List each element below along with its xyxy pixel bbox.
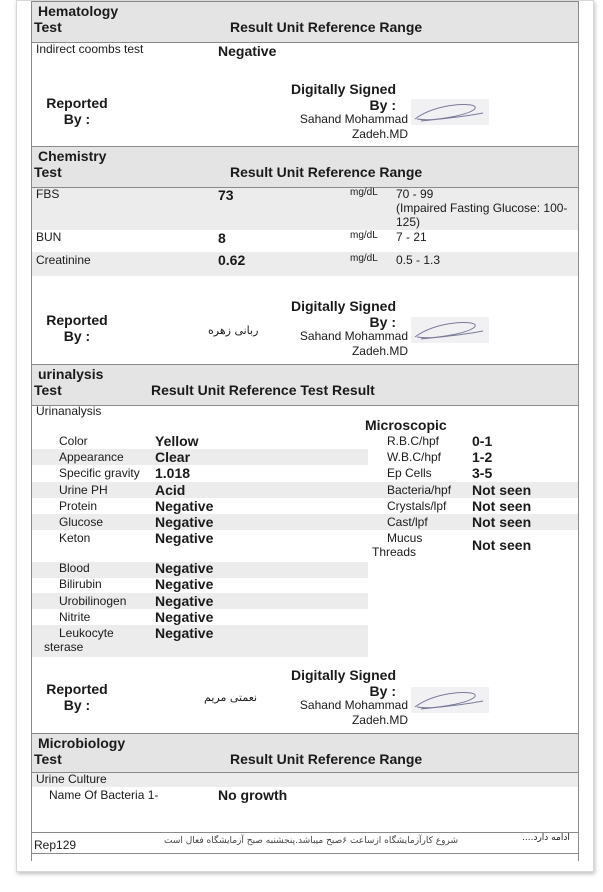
- column-result-unit-range: Result Unit Reference Range: [230, 751, 423, 767]
- urinalysis-label: Color: [59, 434, 88, 448]
- urinalysis-label: Keton: [59, 531, 91, 545]
- row-shade: [32, 773, 578, 787]
- microscopic-value: 0-1: [472, 433, 493, 449]
- microscopic-label: R.B.C/hpf: [387, 434, 440, 448]
- microscopic-value: 3-5: [472, 465, 493, 481]
- test-name: Indirect coombs test: [36, 42, 144, 56]
- test-result: Negative: [218, 43, 277, 59]
- urinalysis-value: Negative: [155, 593, 214, 609]
- urinalysis-value: Negative: [155, 625, 214, 641]
- reference-range: 7 - 21: [396, 230, 427, 244]
- urinalysis-value: Clear: [155, 449, 191, 465]
- reported-by-label: Reported By :: [46, 95, 108, 127]
- microbiology-header: [32, 733, 578, 773]
- urinalysis-label: Glucose: [59, 515, 104, 529]
- test-unit: mg/dL: [350, 187, 378, 198]
- microscopic-label: W.B.C/hpf: [387, 450, 442, 464]
- microscopic-label: Ep Cells: [387, 466, 432, 480]
- test-result: 73: [218, 187, 234, 203]
- urinalysis-label: Specific gravity: [59, 466, 140, 480]
- digitally-signed-label: Digitally Signed By :: [290, 667, 396, 699]
- footer-divider: [32, 832, 578, 833]
- chemistry-header: [32, 146, 578, 188]
- reference-range: 0.5 - 1.3: [396, 253, 441, 267]
- test-name: FBS: [36, 187, 60, 201]
- section-title: urinalysis: [38, 366, 104, 382]
- column-test: Test: [34, 751, 62, 767]
- test-name: Creatinine: [36, 253, 91, 267]
- urinalysis-value: Negative: [155, 530, 214, 546]
- reporter-name: نعمتی مریم: [204, 691, 258, 704]
- section-title: Microbiology: [38, 735, 126, 751]
- urinalysis-value: Negative: [155, 576, 214, 592]
- urinalysis-value: 1.018: [155, 465, 191, 481]
- digitally-signed-label: Digitally Signed By :: [290, 81, 396, 113]
- column-test: Test: [34, 19, 62, 35]
- column-result-unit-range: Result Unit Reference Range: [230, 164, 423, 180]
- urinalysis-header: [32, 364, 578, 406]
- urinalysis-value: Negative: [155, 498, 214, 514]
- urinalysis-value: Acid: [155, 482, 186, 498]
- hematology-header: [32, 1, 578, 43]
- signer-name: Sahand Mohammad Zadeh.MD: [299, 329, 408, 358]
- urinalysis-label: Nitrite: [59, 610, 91, 624]
- footer-bottom-line: [32, 853, 578, 854]
- reporter-name: ربانی زهره: [208, 324, 259, 337]
- microscopic-title: Microscopic: [365, 417, 447, 433]
- reference-range: 70 - 99 (Impaired Fasting Glucose: 100- 125): [396, 187, 568, 229]
- column-test: Test: [34, 164, 62, 180]
- urinalysis-label: Blood: [59, 561, 90, 575]
- test-result: 8: [218, 230, 226, 246]
- microscopic-label: Crystals/lpf: [387, 499, 447, 513]
- microscopic-label: Bacteria/hpf: [387, 483, 452, 497]
- lab-notice: شروع کارآزمایشگاه ازساعت ۶صبح میباشد.پنجشنبه صبح آزمایشگاه فعال است: [164, 836, 458, 846]
- signer-name: Sahand Mohammad Zadeh.MD: [299, 112, 408, 141]
- signature-image: [411, 317, 489, 343]
- test-name: Name Of Bacteria 1-: [49, 788, 159, 802]
- group-label: Urinanalysis: [36, 404, 102, 418]
- section-title: Chemistry: [38, 148, 107, 164]
- signature-image: [411, 687, 489, 713]
- microscopic-value: 1-2: [472, 449, 493, 465]
- microscopic-label: Cast/lpf: [387, 515, 428, 529]
- reported-by-label: Reported By :: [46, 312, 108, 344]
- urinalysis-label: Urine PH: [59, 483, 108, 497]
- microscopic-value: Not seen: [472, 482, 532, 498]
- urinalysis-label: Bilirubin: [59, 577, 102, 591]
- urinalysis-label: Appearance: [59, 450, 124, 464]
- microscopic-value: Not seen: [472, 514, 532, 530]
- urinalysis-value: Negative: [155, 609, 214, 625]
- column-test: Test: [34, 382, 62, 398]
- microscopic-value: Not seen: [472, 537, 532, 553]
- reported-by-label: Reported By :: [46, 681, 108, 713]
- column-result-unit-ref-test-result: Result Unit Reference Test Result: [151, 382, 375, 398]
- microscopic-label: Mucus Threads: [372, 531, 423, 559]
- test-result: 0.62: [218, 252, 246, 268]
- report-code: Rep129: [34, 838, 77, 852]
- urinalysis-label: Protein: [59, 499, 98, 513]
- test-unit: mg/dL: [350, 230, 378, 241]
- group-label: Urine Culture: [36, 772, 107, 786]
- column-result-unit-range: Result Unit Reference Range: [230, 19, 423, 35]
- row-shade: [32, 252, 578, 276]
- microscopic-value: Not seen: [472, 498, 532, 514]
- urinalysis-value: Negative: [155, 514, 214, 530]
- urinalysis-value: Negative: [155, 560, 214, 576]
- test-result: No growth: [218, 787, 288, 803]
- signer-name: Sahand Mohammad Zadeh.MD: [299, 698, 408, 727]
- urinalysis-value: Yellow: [155, 433, 199, 449]
- urinalysis-label: Leukocyte sterase: [44, 626, 114, 654]
- report-content: [31, 1, 579, 861]
- urinalysis-label: Urobilinogen: [59, 594, 127, 608]
- test-unit: mg/dL: [350, 253, 378, 264]
- digitally-signed-label: Digitally Signed By :: [290, 298, 396, 330]
- continued-label: ادامه دارد....: [522, 833, 570, 843]
- section-title: Hematology: [38, 3, 119, 19]
- report-page: [16, 0, 594, 872]
- test-name: BUN: [36, 230, 62, 244]
- signature-image: [411, 99, 489, 125]
